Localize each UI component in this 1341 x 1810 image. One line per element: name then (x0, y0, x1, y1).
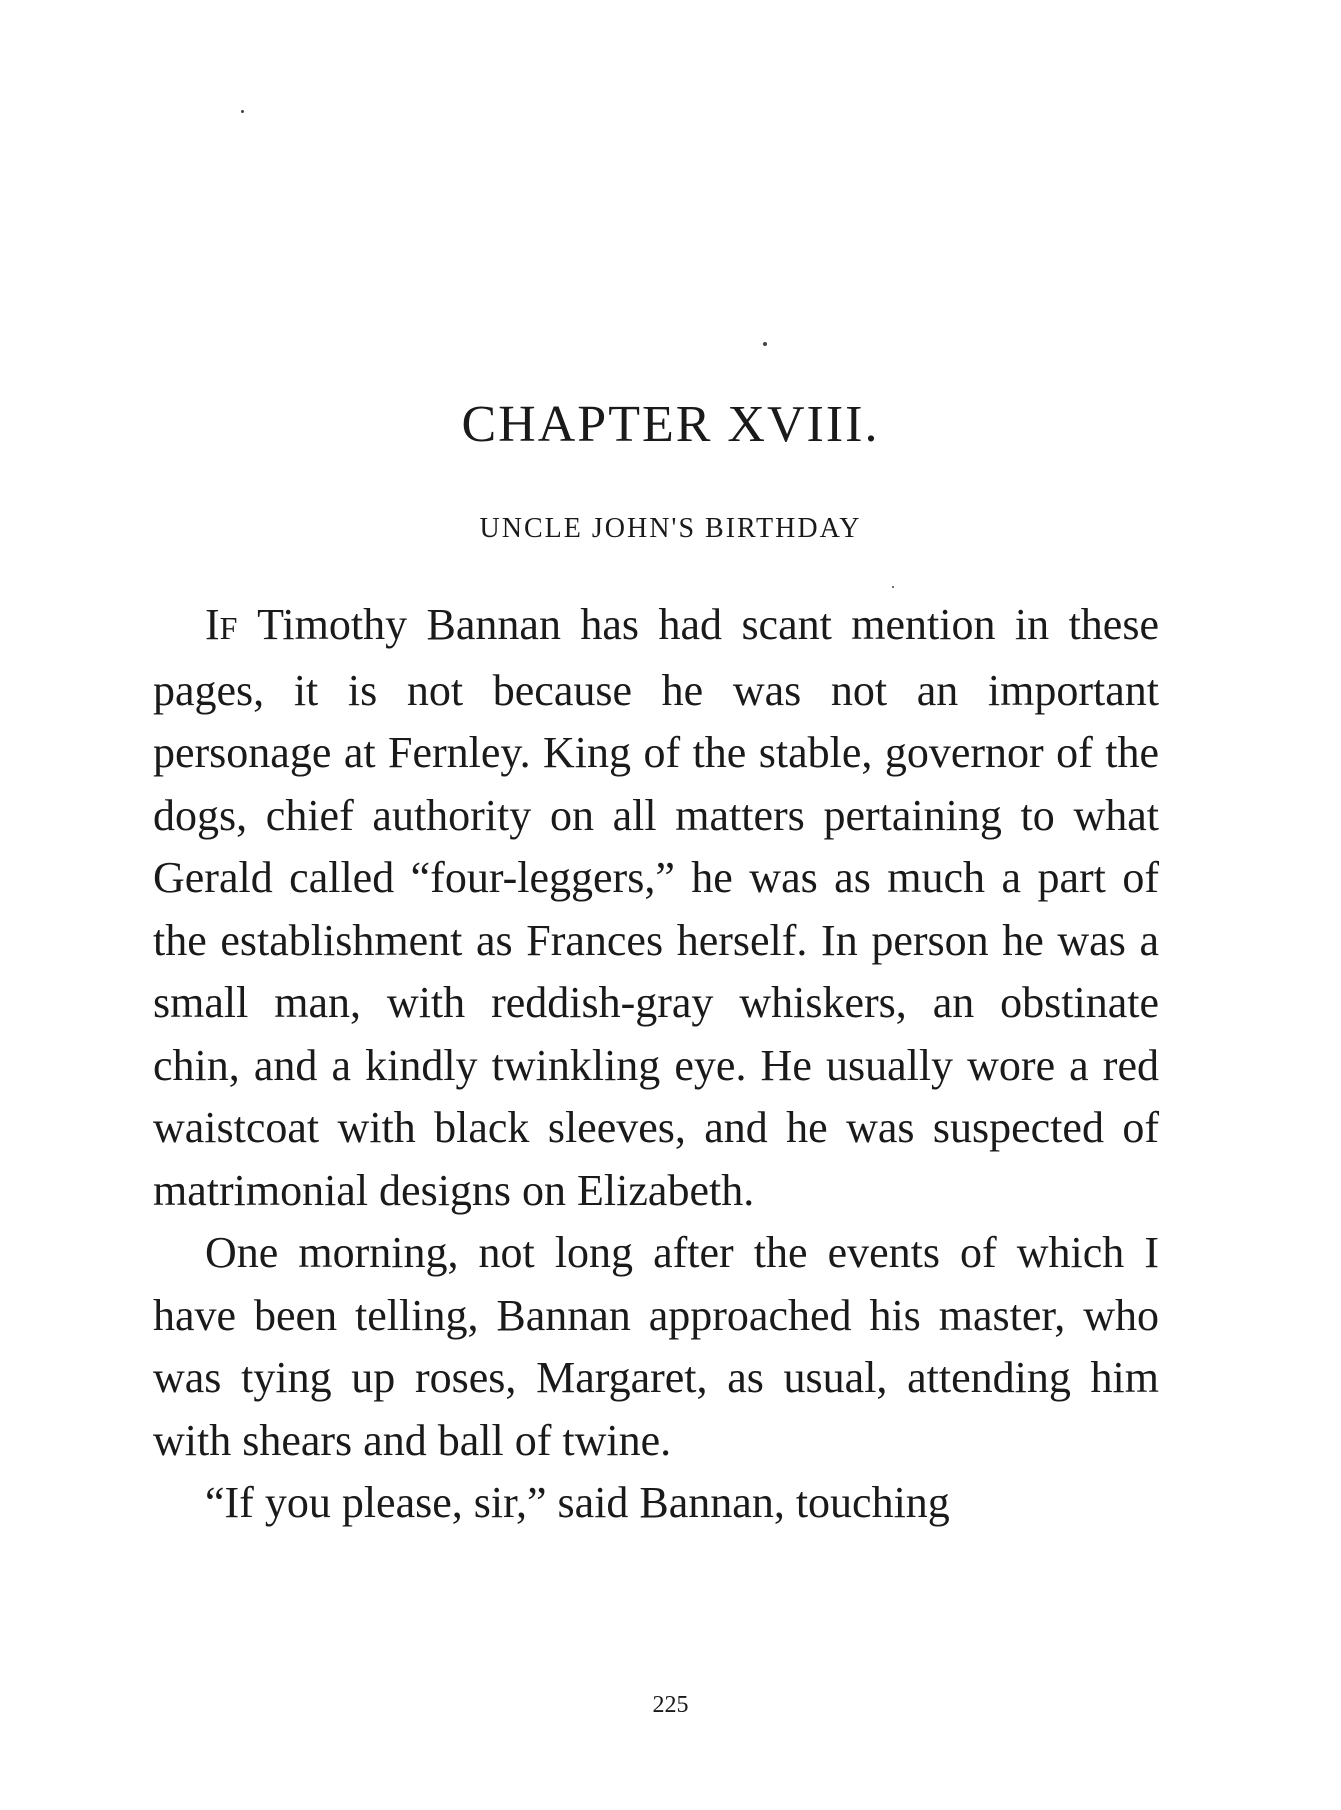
print-speck (763, 342, 767, 346)
paragraph-3: “If you please, sir,” said Bannan, touching (205, 1478, 950, 1527)
body-text (153, 594, 1159, 1535)
print-speck (241, 110, 244, 113)
chapter-title: CHAPTER XVIII. (461, 396, 880, 453)
paragraph-1-text: Timothy Bannan has had scant mention in these pages, it is not because he was not an important personage at Fernley. King of the stable, governor of the dogs, chief authority on all matters pertaining to what Gerald called “four-leggers,” he was as much a part of the establishment as Frances herself. In person he was a small man, with reddish-gray whiskers, an obstinate chin, and a kindly twinkling eye. He usually wore a red waistcoat with black sleeves, and he was suspected of matrimonial designs on Elizabeth. (153, 600, 1159, 1215)
chapter-subtitle: UNCLE JOHN'S BIRTHDAY (479, 513, 862, 544)
paragraph-1 (153, 594, 1159, 1222)
drop-initial-smallcap: F (219, 610, 239, 646)
paragraph-2: One morning, not long after the events of which I have been telling, Bannan approached his master, who was tying up roses, Margaret, as usual, attending him with shears and ball of twine. (153, 1228, 1159, 1465)
print-speck (892, 586, 894, 588)
drop-initial: I (205, 600, 220, 649)
page-number: 225 (652, 1692, 689, 1718)
